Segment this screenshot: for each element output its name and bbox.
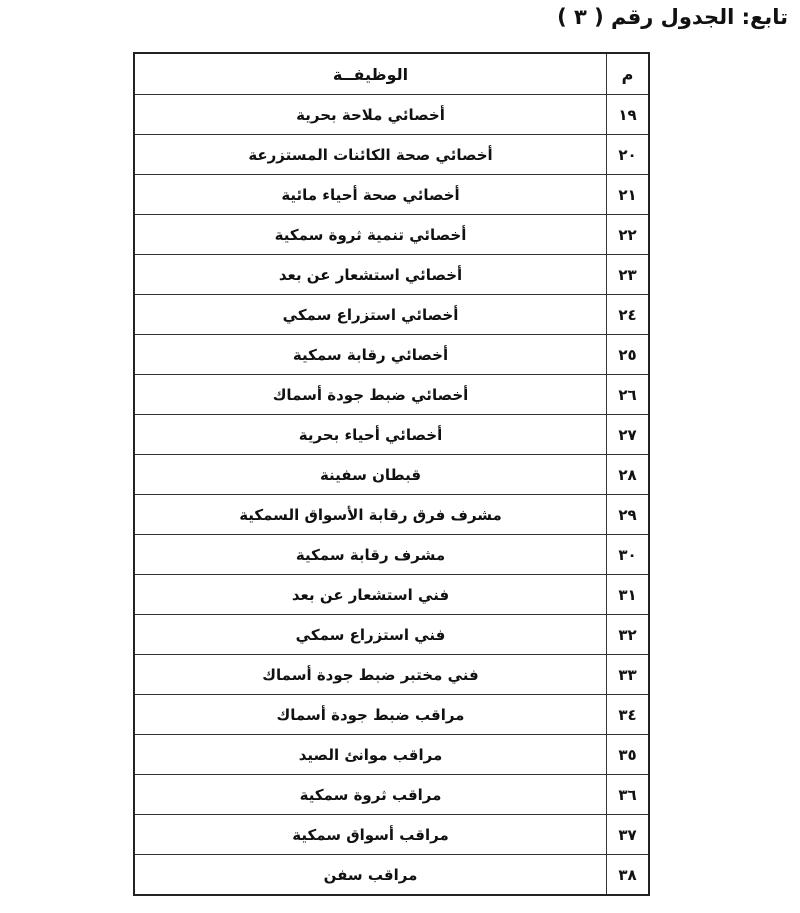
table-row	[135, 294, 648, 334]
job-title-cell: أخصائي صحة الكائنات المستزرعة	[248, 145, 493, 164]
table-row	[135, 814, 648, 854]
table-row	[135, 174, 648, 214]
row-number-cell: ٣٧	[606, 815, 648, 854]
job-title-cell: أخصائي رقابة سمكية	[292, 345, 449, 364]
table-row	[135, 214, 648, 254]
job-title-cell: مراقب موانئ الصيد	[298, 745, 443, 764]
job-title-cell: أخصائي استشعار عن بعد	[278, 265, 463, 284]
table-row	[135, 134, 648, 174]
table-row	[135, 694, 648, 734]
row-number-cell: ٢٨	[606, 455, 648, 494]
table-row	[135, 254, 648, 294]
row-number-cell: ٣٨	[606, 855, 648, 894]
table-header-row	[135, 54, 648, 94]
table-body	[135, 94, 648, 894]
job-title-cell: مراقب أسواق سمكية	[292, 825, 449, 844]
row-number-cell: ٣٣	[606, 655, 648, 694]
row-number-cell: ٣٤	[606, 695, 648, 734]
table-row	[135, 94, 648, 134]
column-header-number: م	[606, 54, 648, 94]
row-number-cell: ٢٢	[606, 215, 648, 254]
job-title-cell: مشرف رقابة سمكية	[295, 545, 446, 564]
job-title-cell: مراقب ثروة سمكية	[299, 785, 442, 804]
row-number-cell: ٣٢	[606, 615, 648, 654]
job-title-cell: مشرف فرق رقابة الأسواق السمكية	[239, 505, 502, 524]
row-number-cell: ٣٥	[606, 735, 648, 774]
column-header-job: الوظيفــة	[332, 64, 409, 84]
row-number-cell: ٣٠	[606, 535, 648, 574]
job-title-cell: قبطان سفينة	[319, 465, 422, 484]
job-title-cell: أخصائي صحة أحياء مائية	[281, 185, 460, 204]
table-row	[135, 414, 648, 454]
row-number-cell: ٢٩	[606, 495, 648, 534]
job-title-cell: مراقب سفن	[323, 865, 418, 884]
job-title-cell: فني استشعار عن بعد	[291, 585, 450, 604]
table-row	[135, 454, 648, 494]
row-number-cell: ٢٦	[606, 375, 648, 414]
table-row	[135, 334, 648, 374]
job-title-cell: أخصائي استزراع سمكي	[282, 305, 459, 324]
table-row	[135, 494, 648, 534]
job-title-cell: أخصائي ضبط جودة أسماك	[272, 385, 469, 404]
row-number-cell: ٢١	[606, 175, 648, 214]
row-number-cell: ٣٦	[606, 775, 648, 814]
table-row	[135, 654, 648, 694]
row-number-cell: ٢٤	[606, 295, 648, 334]
job-title-cell: فني استزراع سمكي	[295, 625, 446, 644]
heading-title: الجدول رقم ( ٣ )	[557, 5, 735, 29]
row-number-cell: ١٩	[606, 95, 648, 134]
table-row	[135, 854, 648, 894]
table-row	[135, 574, 648, 614]
row-number-cell: ٢٧	[606, 415, 648, 454]
jobs-table	[133, 52, 650, 896]
page-heading	[557, 4, 788, 30]
job-title-cell: مراقب ضبط جودة أسماك	[276, 705, 465, 724]
job-title-cell: فني مختبر ضبط جودة أسماك	[262, 665, 479, 684]
table-row	[135, 734, 648, 774]
table-row	[135, 774, 648, 814]
heading-prefix: تابع:	[741, 5, 788, 29]
row-number-cell: ٣١	[606, 575, 648, 614]
table-row	[135, 374, 648, 414]
table-row	[135, 614, 648, 654]
job-title-cell: أخصائي تنمية ثروة سمكية	[274, 225, 467, 244]
table-row	[135, 534, 648, 574]
row-number-cell: ٢٣	[606, 255, 648, 294]
job-title-cell: أخصائي ملاحة بحرية	[296, 105, 445, 124]
row-number-cell: ٢٠	[606, 135, 648, 174]
row-number-cell: ٢٥	[606, 335, 648, 374]
job-title-cell: أخصائي أحياء بحرية	[298, 425, 443, 444]
